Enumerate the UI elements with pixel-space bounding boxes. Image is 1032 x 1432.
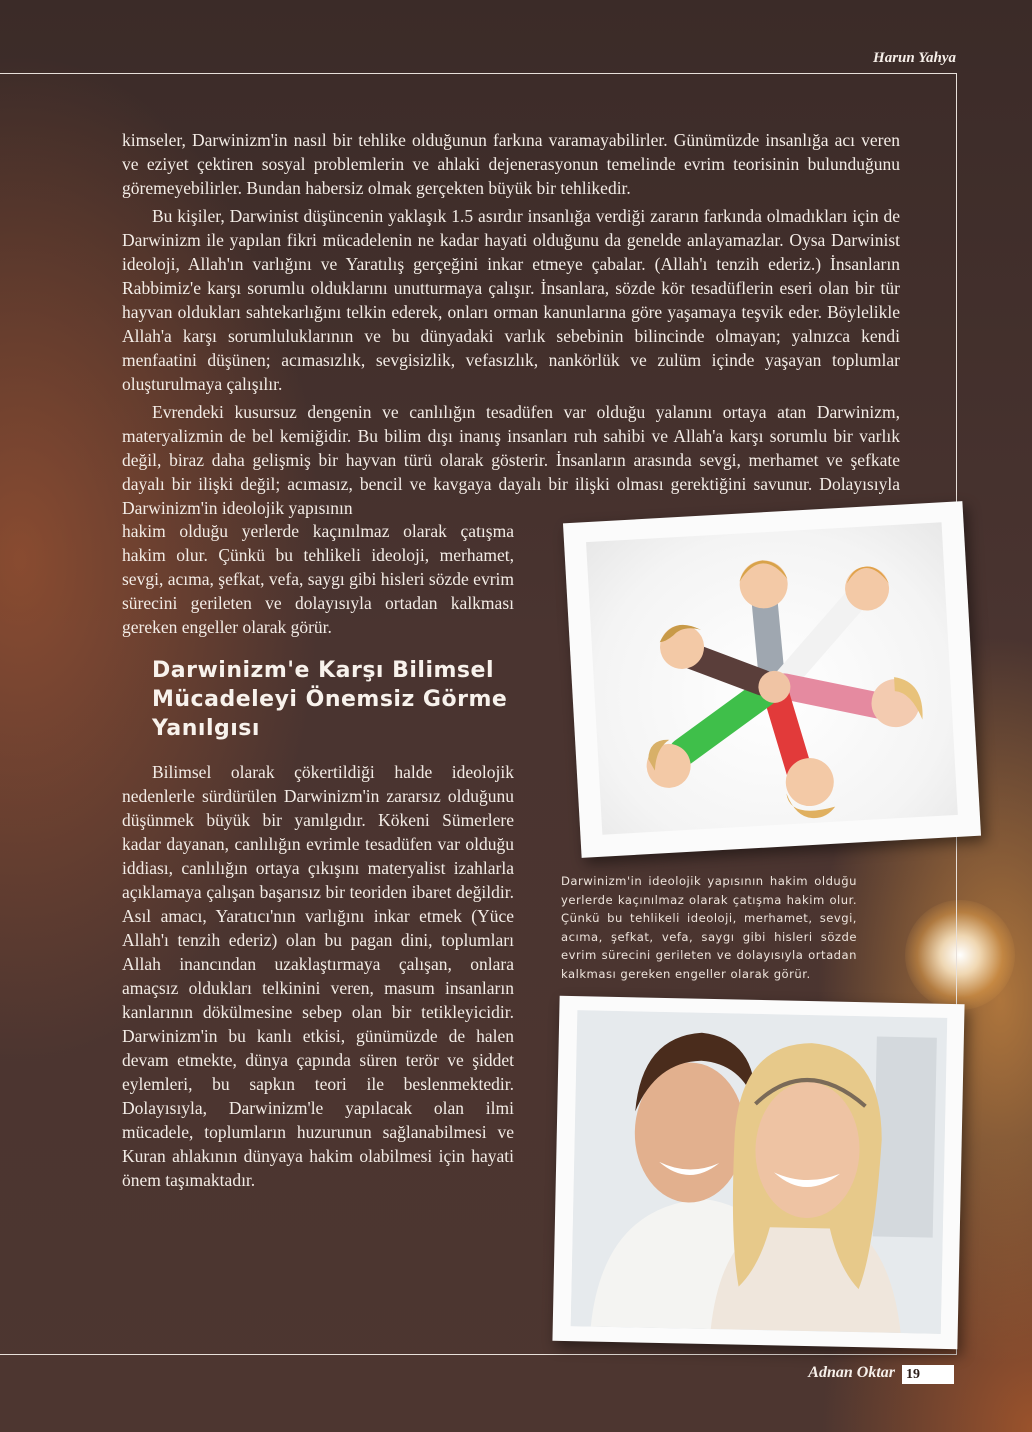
paragraph-3: Evrendeki kusursuz dengenin ve canlılığın tesadüfen var olduğu yalanını ortaya atan Darwinizm, materyalizmin de bel kemiğidir. Bu bilim dışı inanış insanları ruh sahibi ve Allah'a karşı sorumlu bir varlık değil, biraz daha gelişmiş bir hayvan türü olarak gösterir. İnsanların arasında sevgi, merhamet ve şefkate dayalı bir ilişki değil; acımasız, bencil ve kavgaya dayalı bir ilişki olması gerektiğini savunur. Dolayısıyla Darwinizm'in ideolojik yapısının <box>122 402 900 518</box>
children-photo-frame <box>563 501 981 858</box>
light-flare-decoration <box>905 900 1015 1010</box>
children-circle-photo <box>586 522 958 834</box>
paragraph-4: hakim olduğu yerlerde kaçınılmaz olarak çatışma hakim olur. Çünkü bu tehlikeli ideoloji, merhamet, sevgi, acıma, şefkat, vefa, saygı gibi hisleri sözde evrim sürecini gerileten ve dolayısıyla ortadan kalkması gereken engeller olarak görür. <box>122 521 514 637</box>
paragraph-1: kimseler, Darwinizm'in nasıl bir tehlike olduğunun farkına varamayabilirler. Günümüzde insanlığa acı veren ve eziyet çektiren sosyal problemlerin ve ahlaki dejenerasyonun temelinde evrim teorisinin bulunduğunu göremeyebilirler. Bundan habersiz olmak gerçekten büyük bir tehlikedir. <box>122 130 900 198</box>
couple-illustration <box>571 1010 948 1334</box>
section-heading: Darwinizm'e Karşı Bilimsel Mücadeleyi Önemsiz Görme Yanılgısı <box>152 658 508 741</box>
paragraph-5: Bilimsel olarak çökertildiği halde ideolojik nedenlerle sürdürülen Darwinizm'in zararsız olduğunu düşünmek büyük bir yanılgıdır. Kökeni Sümerlere kadar dayanan, canlılığın evrimle tesadüfen var olduğu iddiası, canlılığın ortaya çıkışını materyalist izahlarla açıklamaya çalışan başarısız bir teoriden ibaret değildir. Asıl amacı, Yaratıcı'nın varlığını inkar etmek (Yüce Allah'ı tenzih ederiz) olan bu pagan dini, toplumları Allah inancından uzaklaştırmaya çalışan, onlara amaçsız oldukları telkinini veren, masum insanların kanlarının dökülmesine sebep olan bir tetikleyicidir. Darwinizm'in bu kanlı etkisi, günümüzde de halen devam etmekte, dünya çapında süren terör ve şiddet eylemleri, bu sapkın teori ile beslenmektedir. Dolayısıyla, Darwinizm'le yapılacak olan ilmi mücadele, toplumların huzurunun sağlanabilmesi ve Kuran ahlakının dünyaya hakim olabilmesi için hayati önem taşımaktadır. <box>122 762 514 1190</box>
header-rule <box>0 73 957 74</box>
children-circle-illustration <box>586 522 958 834</box>
page-number: 19 <box>902 1365 954 1384</box>
footer-author: Adnan Oktar <box>808 1364 895 1381</box>
paragraph-2: Bu kişiler, Darwinist düşüncenin yaklaşık 1.5 asırdır insanlığa verdiği zararın farkında olmadıkları için de Darwinizm ile yapılan fikri mücadelenin ne kadar hayati olduğunu da genelde anlayamazlar. Oysa Darwinist ideoloji, Allah'ın varlığını ve Yaratılış gerçeğini inkar etmeye çabalar. (Allah'ı tenzih ederiz.) İnsanların Rabbimiz'e karşı sorumlu olduklarını unutturmaya çalışır. İnsanlara, sözde kör tesadüflerin eseri olan bir tür hayvan oldukları sahtekarlığını telkin ederek, onları orman kanunlarına göre yaşamaya teşvik eder. Böylelikle Allah'a karşı sorumluluklarının ve bu dünyadaki varlık sebebinin bilincinde olmayan; yalnızca kendi menfaatini düşünen; acımasızlık, sevgisizlik, vefasızlık, nankörlük ve zulüm içinde yaşayan toplumlar oluşturulmaya çalışılır. <box>122 206 900 394</box>
couple-photo-frame <box>552 996 964 1349</box>
photo-caption: Darwinizm'in ideolojik yapısının hakim olduğu yerlerde kaçınılmaz olarak çatışma hakim olur. Çünkü bu tehlikeli ideoloji, merhamet, sevgi, acıma, şefkat, vefa, saygı gibi hisleri sözde evrim sürecini gerileten ve dolayısıyla ortadan kalkması gereken engeller olarak görür. <box>561 874 857 981</box>
running-head: Harun Yahya <box>873 50 956 66</box>
footer-rule <box>0 1354 957 1355</box>
couple-photo <box>571 1010 948 1334</box>
